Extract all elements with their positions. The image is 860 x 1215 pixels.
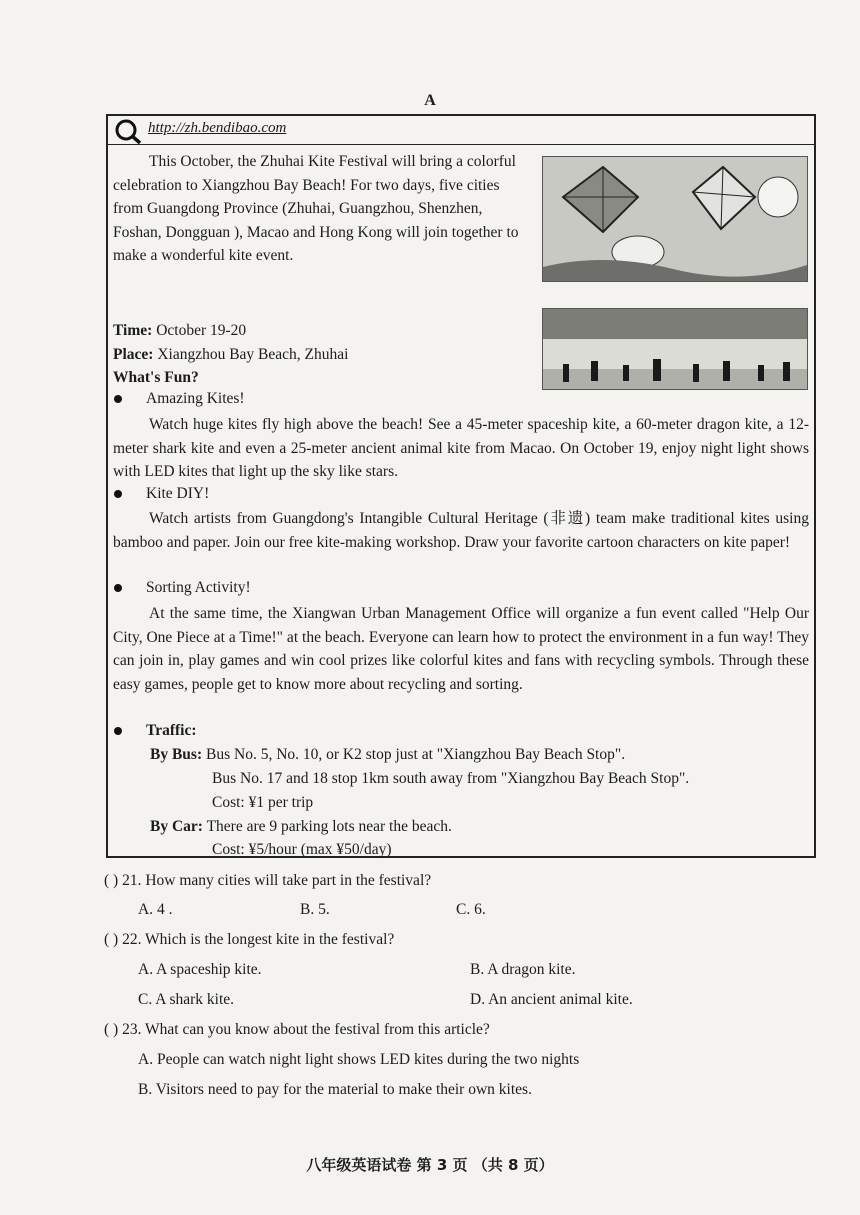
car-cost: Cost: ¥5/hour (max ¥50/day) xyxy=(212,841,392,858)
page-footer: 八年级英语试卷 第 3 页 （共 8 页） xyxy=(306,1156,554,1174)
q23-option-b[interactable]: B. Visitors need to pay for the material to make their own kites. xyxy=(138,1081,532,1098)
bus-text: Bus No. 5, No. 10, or K2 stop just at "Xiangzhou Bay Beach Stop". xyxy=(206,746,626,763)
q21-option-a[interactable]: A. 4 . xyxy=(138,901,173,918)
article-box xyxy=(106,114,816,858)
search-icon xyxy=(114,118,142,144)
bullet-icon xyxy=(114,727,122,735)
section-title: Kite DIY! xyxy=(146,485,210,502)
event-info xyxy=(113,319,533,390)
q22-option-a[interactable]: A. A spaceship kite. xyxy=(138,961,262,978)
place-label: Place: xyxy=(113,345,154,363)
bullet-amazing-kites xyxy=(114,390,245,408)
time-value: October 19-20 xyxy=(156,322,247,339)
bullet-icon xyxy=(114,584,122,592)
bus-line-2: Bus No. 17 and 18 stop 1km south away from "Xiangzhou Bay Beach Stop". xyxy=(212,770,690,787)
q21-option-c[interactable]: C. 6. xyxy=(456,901,486,918)
bus-label: By Bus: xyxy=(150,746,203,763)
kite-diy-text: Watch artists from Guangdong's Intangible Cultural Heritage (非遗) team make traditional kites using bamboo and paper. Join our free kite-making workshop. Draw your favorite cartoon characters on kite paper! xyxy=(113,510,809,551)
bullet-traffic xyxy=(114,722,197,740)
amazing-kites-text: Watch huge kites fly high above the beach! See a 45-meter spaceship kite, a 60-meter dragon kite, a 12-meter shark kite and even a 25-meter ancient animal kite from Macao. On October 19, enjoy night light shows with LED kites that light up the sky like stars. xyxy=(113,416,809,481)
url-link[interactable]: http://zh.bendibao.com xyxy=(148,120,287,136)
q22-option-d[interactable]: D. An ancient animal kite. xyxy=(470,991,633,1008)
bus-cost: Cost: ¥1 per trip xyxy=(212,794,314,811)
q22-option-c[interactable]: C. A shark kite. xyxy=(138,991,235,1008)
q22-option-b[interactable]: B. A dragon kite. xyxy=(470,961,576,978)
section-letter: A xyxy=(424,92,436,109)
bullet-sorting-activity xyxy=(114,579,251,597)
bullet-icon xyxy=(114,395,122,403)
question-21: ( ) 21. How many cities will take part in the festival? xyxy=(104,872,432,889)
car-line xyxy=(150,818,452,836)
intro-paragraph: This October, the Zhuhai Kite Festival will bring a colorful celebration to Xiangzhou Bay Beach! For two days, five cities from Guangdong Province (Zhuhai, Guangzhou, Shenzhen, Foshan, Dongguan ), Macao and Hong Kong will join together to make a wonderful kite event. xyxy=(113,153,519,265)
bus-line-1 xyxy=(150,746,625,764)
fun-heading: What's Fun? xyxy=(113,369,199,387)
section-title: Amazing Kites! xyxy=(146,390,245,407)
car-text: There are 9 parking lots near the beach. xyxy=(206,818,452,835)
time-label: Time: xyxy=(113,322,153,339)
question-22: ( ) 22. Which is the longest kite in the festival? xyxy=(104,931,395,948)
section-title: Sorting Activity! xyxy=(146,579,251,596)
q23-option-a[interactable]: A. People can watch night light shows LED kites during the two nights xyxy=(138,1051,580,1068)
car-label: By Car: xyxy=(150,818,203,835)
bullet-kite-diy xyxy=(114,485,209,503)
section-title: Traffic: xyxy=(146,722,197,739)
question-23: ( ) 23. What can you know about the festival from this article? xyxy=(104,1021,490,1038)
q21-option-b[interactable]: B. 5. xyxy=(300,901,330,918)
bullet-icon xyxy=(114,490,122,498)
sorting-activity-text: At the same time, the Xiangwan Urban Management Office will organize a fun event called "Help Our City, One Piece at a Time!" at the beach. Everyone can learn how to protect the environment in a fun way! They can join in, play games and win cool prizes like colorful kites and fans with recycling symbols. Through these easy games, people get to know more about recycling and sorting. xyxy=(113,605,809,693)
beach-photo xyxy=(542,308,808,390)
url-bar xyxy=(108,116,814,145)
kite-photo xyxy=(542,156,808,282)
place-value: Xiangzhou Bay Beach, Zhuhai xyxy=(157,345,349,363)
